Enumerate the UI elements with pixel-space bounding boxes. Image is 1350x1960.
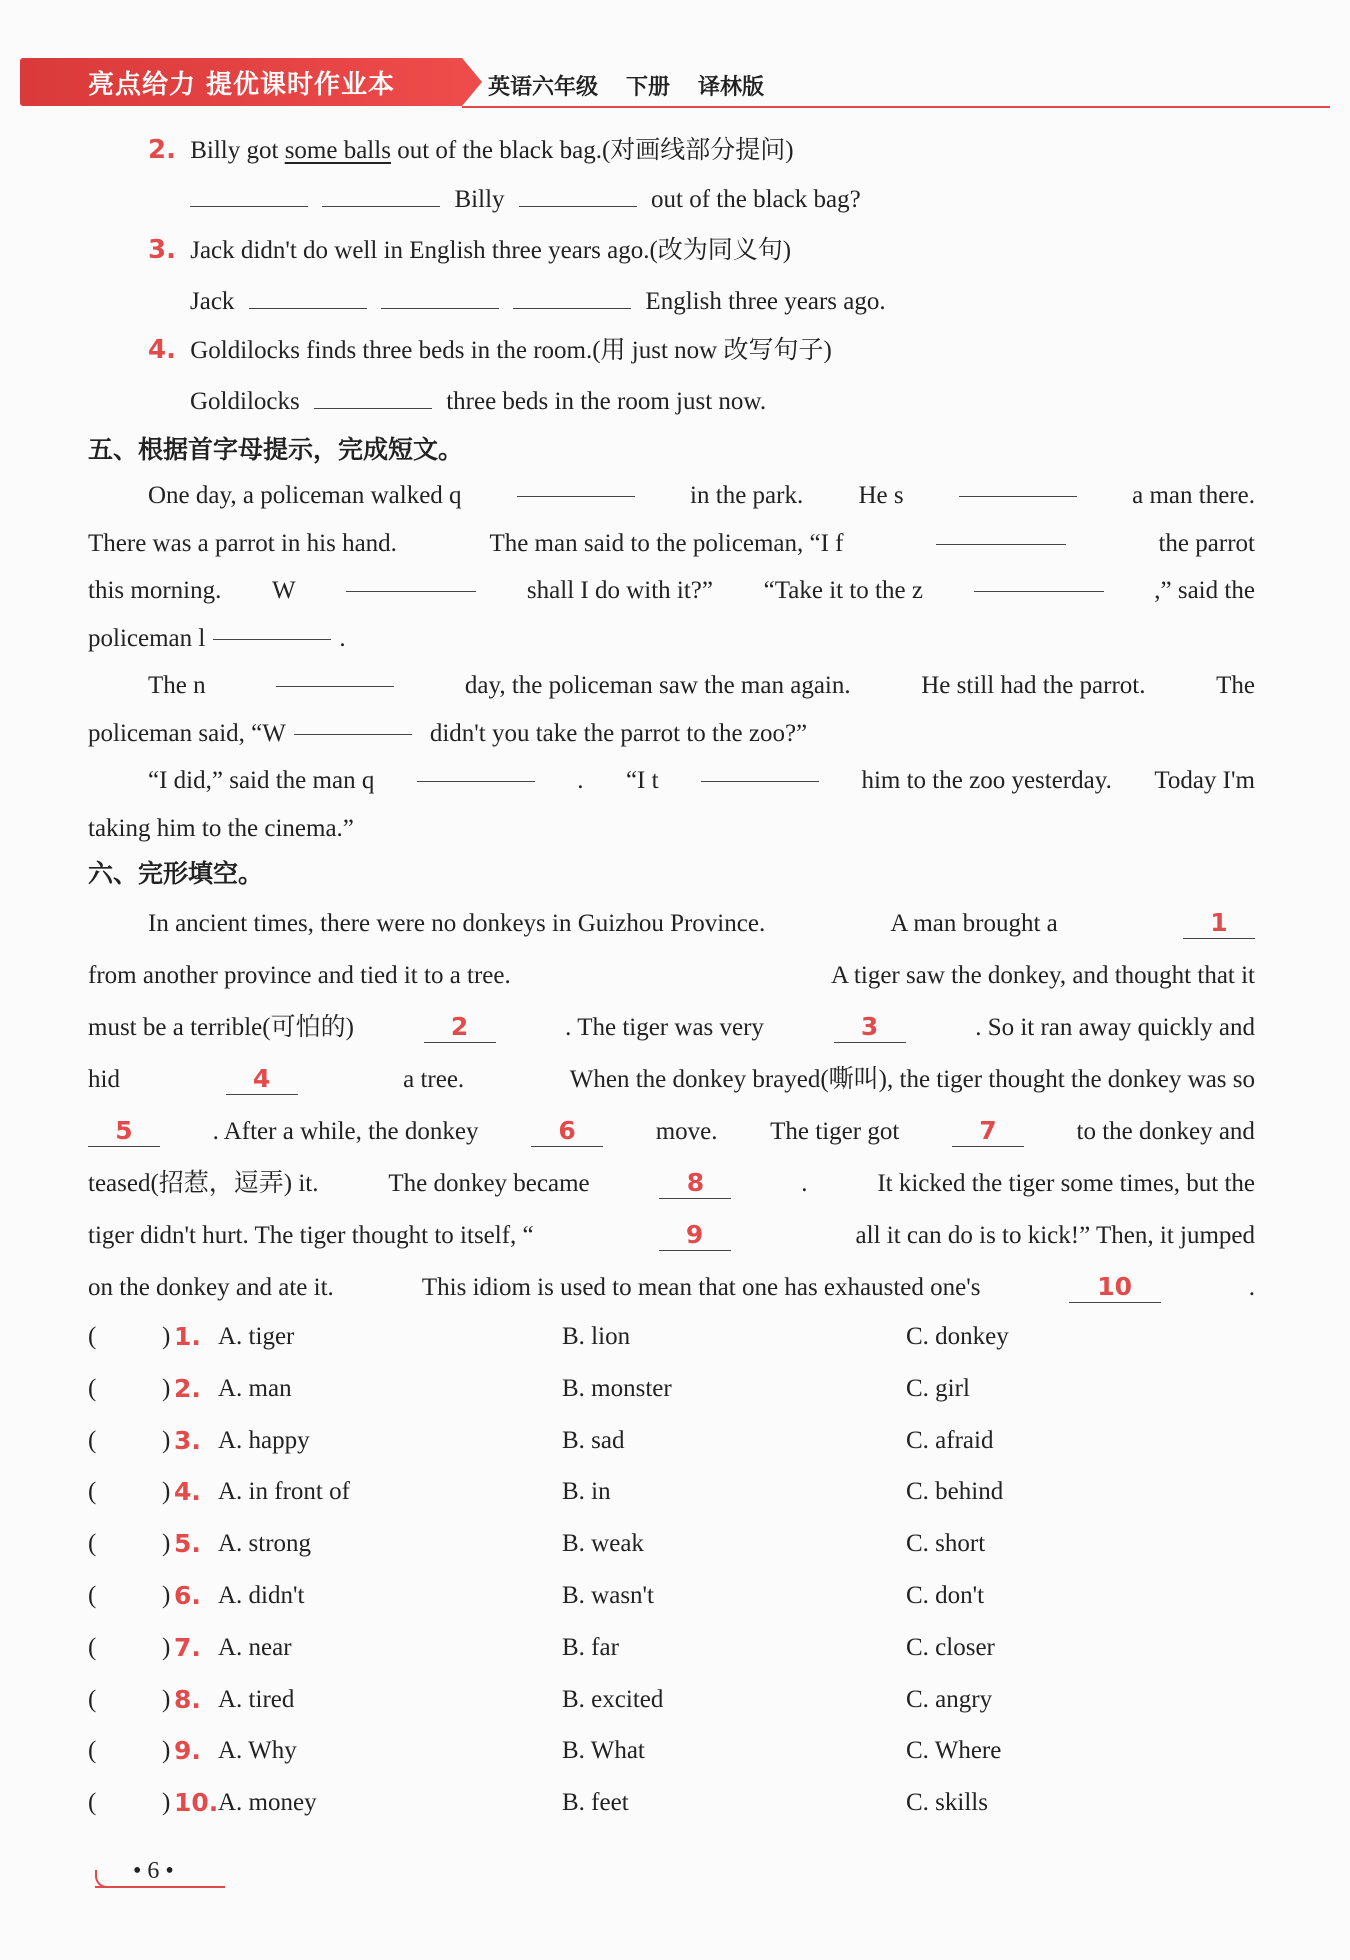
option-a[interactable]: A. tiger	[218, 1323, 295, 1350]
cloze-blank-7[interactable]: 7	[952, 1116, 1024, 1147]
cloze-text: The tiger got	[770, 1118, 900, 1145]
passage-text: The n	[148, 672, 206, 699]
cloze-line	[88, 1054, 1255, 1106]
option-number: 6.	[174, 1581, 201, 1610]
passage-text: The man said to the policeman, “I f	[489, 529, 844, 557]
passage-text: One day, a policeman walked q	[148, 482, 462, 509]
header-rule	[462, 106, 1330, 108]
cloze-text: It kicked the tiger some times, but the	[877, 1170, 1255, 1197]
cloze-line	[88, 1002, 1255, 1054]
answer-paren-open: (	[88, 1789, 97, 1816]
page-footer	[95, 1858, 225, 1888]
passage-text: W	[272, 577, 296, 604]
cloze-text: from another province and tied it to a tree.	[88, 962, 511, 989]
cloze-text: A man brought a	[890, 910, 1058, 937]
passage-line	[88, 520, 1255, 568]
question-3	[148, 234, 791, 267]
option-number: 2.	[174, 1374, 201, 1403]
answer-slot[interactable]	[108, 1731, 160, 1771]
option-b[interactable]: B. weak	[562, 1530, 644, 1557]
cloze-text: A tiger saw the donkey, and thought that it	[831, 962, 1255, 989]
option-number: 7.	[174, 1633, 201, 1662]
answer-blank[interactable]	[417, 757, 535, 782]
answer-text: three beds in the room just now.	[446, 388, 767, 415]
cloze-blank-2[interactable]: 2	[424, 1012, 496, 1043]
answer-text: English three years ago.	[645, 288, 886, 315]
question-text: out of the black bag.(对画线部分提问)	[390, 137, 794, 164]
passage-text: in the park.	[690, 482, 804, 509]
cloze-text: .	[1248, 1274, 1255, 1301]
passage-text: shall I do with it?”	[526, 577, 713, 604]
question-text: Billy got	[190, 137, 285, 164]
passage-text: .	[577, 767, 584, 794]
answer-blank[interactable]	[213, 615, 331, 640]
option-a[interactable]: A. near	[218, 1634, 292, 1661]
answer-blank[interactable]	[936, 520, 1066, 545]
underlined-phrase: some balls	[284, 137, 391, 164]
option-b[interactable]: B. monster	[562, 1375, 672, 1402]
answer-paren-open: (	[88, 1478, 97, 1505]
passage-text: He still had the parrot.	[921, 672, 1146, 699]
passage-text: him to the zoo yesterday.	[861, 767, 1112, 794]
passage-text: didn't you take the parrot to the zoo?”	[429, 719, 808, 747]
cloze-blank-3[interactable]: 3	[834, 1012, 906, 1043]
cloze-line	[88, 1210, 1255, 1262]
footer-rule	[95, 1886, 225, 1888]
answer-blank[interactable]	[249, 284, 367, 309]
option-a[interactable]: A. happy	[218, 1427, 310, 1454]
cloze-passage	[88, 898, 1255, 1314]
answer-paren-close: )	[162, 1789, 171, 1816]
option-c[interactable]: C. Where	[906, 1737, 1002, 1764]
answer-paren-close: )	[162, 1478, 171, 1505]
cloze-blank-4[interactable]: 4	[226, 1064, 298, 1095]
cloze-text: This idiom is used to mean that one has exhausted one's	[421, 1274, 981, 1301]
answer-slot[interactable]	[108, 1524, 160, 1564]
option-number: 9.	[174, 1736, 201, 1765]
answer-slot[interactable]	[108, 1783, 160, 1823]
option-c[interactable]: C. don't	[906, 1582, 985, 1609]
option-a[interactable]: A. in front of	[218, 1478, 350, 1505]
answer-paren-open: (	[88, 1530, 97, 1557]
cloze-line	[88, 898, 1255, 950]
option-number: 1.	[174, 1322, 201, 1351]
passage-text: the parrot	[1158, 529, 1255, 557]
option-c[interactable]: C. donkey	[906, 1323, 1009, 1350]
passage-text: .	[339, 624, 346, 652]
answer-blank[interactable]	[513, 284, 631, 309]
option-c[interactable]: C. girl	[906, 1375, 970, 1402]
question-number: 3.	[148, 235, 176, 265]
question-text: Goldilocks finds three beds in the room.(用 just now 改写句子)	[190, 337, 832, 364]
cloze-text: all it can do is to kick!” Then, it jumped	[855, 1222, 1255, 1249]
answer-paren-close: )	[162, 1686, 171, 1713]
passage-text: policeman l	[88, 624, 206, 652]
passage-line	[88, 472, 1255, 520]
option-c[interactable]: C. skills	[906, 1789, 988, 1816]
section-5-passage	[88, 472, 1255, 852]
option-b[interactable]: B. wasn't	[562, 1582, 655, 1609]
answer-text: Jack	[190, 288, 235, 315]
cloze-line	[88, 1106, 1255, 1158]
cloze-text: . The tiger was very	[565, 1014, 764, 1041]
answer-slot[interactable]	[108, 1317, 160, 1357]
cloze-blank-1[interactable]: 1	[1183, 908, 1255, 939]
header-brand: 亮点给力 提优课时作业本	[88, 70, 396, 100]
option-b[interactable]: B. in	[562, 1478, 611, 1505]
option-a[interactable]: A. didn't	[218, 1582, 305, 1609]
answer-text: Billy	[454, 186, 505, 213]
question-4	[148, 334, 832, 367]
option-b[interactable]: B. feet	[562, 1789, 629, 1816]
option-number: 8.	[174, 1685, 201, 1714]
option-number: 5.	[174, 1529, 201, 1558]
option-a[interactable]: A. tired	[218, 1686, 295, 1713]
answer-blank[interactable]	[974, 567, 1104, 592]
option-c[interactable]: C. afraid	[906, 1427, 994, 1454]
answer-slot[interactable]	[108, 1421, 160, 1461]
passage-line	[88, 757, 1255, 805]
header-edition: 译林版	[698, 75, 765, 100]
passage-text: The	[1216, 672, 1255, 699]
option-c[interactable]: C. angry	[906, 1686, 993, 1713]
cloze-blank-5[interactable]: 5	[88, 1116, 160, 1147]
cloze-text: to the donkey and	[1076, 1118, 1255, 1145]
answer-text: out of the black bag?	[651, 186, 861, 213]
header-book-info	[488, 70, 792, 101]
answer-blank[interactable]	[701, 757, 819, 782]
option-b[interactable]: B. lion	[562, 1323, 631, 1350]
header-volume: 下册	[626, 75, 671, 100]
passage-text: “I did,” said the man q	[148, 767, 375, 794]
cloze-text: tiger didn't hurt. The tiger thought to itself, “	[88, 1222, 534, 1249]
option-a[interactable]: A. man	[218, 1375, 292, 1402]
passage-text: There was a parrot in his hand.	[88, 529, 397, 557]
cloze-text: In ancient times, there were no donkeys in Guizhou Province.	[148, 910, 766, 937]
passage-text: He s	[858, 482, 904, 509]
passage-text: “Take it to the z	[763, 577, 923, 604]
cloze-text: .	[801, 1170, 808, 1197]
cloze-text: . After a while, the donkey	[212, 1118, 479, 1145]
answer-paren-open: (	[88, 1427, 97, 1454]
question-2	[148, 134, 794, 167]
option-a[interactable]: A. Why	[218, 1737, 297, 1764]
answer-paren-close: )	[162, 1375, 171, 1402]
answer-paren-close: )	[162, 1427, 171, 1454]
cloze-blank-10[interactable]: 10	[1069, 1272, 1161, 1303]
answer-slot[interactable]	[108, 1472, 160, 1512]
passage-text: Today I'm	[1154, 767, 1255, 794]
section-5-title: 五、根据首字母提示，完成短文。	[88, 435, 464, 464]
passage-text: taking him to the cinema.”	[88, 814, 354, 842]
answer-paren-close: )	[162, 1323, 171, 1350]
passage-line	[88, 805, 1255, 853]
cloze-text: move.	[655, 1118, 718, 1145]
section-6-title: 六、完形填空。	[88, 859, 264, 888]
passage-text: “I t	[625, 767, 659, 794]
answer-blank[interactable]	[381, 284, 499, 309]
question-number: 2.	[148, 135, 176, 165]
cloze-text: a tree.	[403, 1066, 465, 1093]
passage-line	[88, 615, 1255, 663]
answer-paren-close: )	[162, 1530, 171, 1557]
option-b[interactable]: B. What	[562, 1737, 645, 1764]
option-b[interactable]: B. excited	[562, 1686, 664, 1713]
cloze-text: . So it ran away quickly and	[975, 1014, 1255, 1041]
answer-line-3	[190, 284, 886, 318]
cloze-text: The donkey became	[388, 1170, 590, 1197]
answer-blank[interactable]	[276, 662, 394, 687]
cloze-line	[88, 1262, 1255, 1314]
option-b[interactable]: B. far	[562, 1634, 619, 1661]
question-text: Jack didn't do well in English three years ago.(改为同义句)	[190, 237, 792, 264]
option-number: 10.	[174, 1788, 219, 1817]
answer-text: Goldilocks	[190, 388, 300, 415]
answer-blank[interactable]	[517, 472, 635, 497]
answer-paren-close: )	[162, 1582, 171, 1609]
option-b[interactable]: B. sad	[562, 1427, 625, 1454]
question-number: 4.	[148, 335, 176, 365]
answer-slot[interactable]	[108, 1628, 160, 1668]
option-c[interactable]: C. behind	[906, 1478, 1004, 1505]
answer-slot[interactable]	[108, 1369, 160, 1409]
header-subject: 英语六年级	[488, 75, 599, 100]
cloze-text: teased(招惹，逗弄) it.	[88, 1170, 319, 1197]
option-a[interactable]: A. money	[218, 1789, 317, 1816]
answer-blank[interactable]	[346, 567, 476, 592]
option-c[interactable]: C. short	[906, 1530, 986, 1557]
option-number: 4.	[174, 1477, 201, 1506]
answer-paren-open: (	[88, 1737, 97, 1764]
answer-blank[interactable]	[322, 182, 440, 207]
answer-paren-open: (	[88, 1582, 97, 1609]
answer-slot[interactable]	[108, 1576, 160, 1616]
answer-blank[interactable]	[959, 472, 1077, 497]
cloze-line	[88, 950, 1255, 1002]
cloze-blank-9[interactable]: 9	[659, 1220, 731, 1251]
passage-text: a man there.	[1132, 482, 1255, 509]
passage-line	[88, 662, 1255, 710]
answer-line-4	[190, 384, 766, 418]
passage-text: ,” said the	[1154, 577, 1255, 604]
answer-paren-open: (	[88, 1634, 97, 1661]
option-a[interactable]: A. strong	[218, 1530, 312, 1557]
cloze-text: hid	[88, 1066, 120, 1093]
cloze-text: on the donkey and ate it.	[88, 1274, 334, 1301]
cloze-text: When the donkey brayed(嘶叫), the tiger thought the donkey was so	[569, 1066, 1255, 1093]
answer-paren-close: )	[162, 1737, 171, 1764]
answer-slot[interactable]	[108, 1680, 160, 1720]
passage-text: this morning.	[88, 577, 222, 604]
option-number: 3.	[174, 1426, 201, 1455]
answer-paren-open: (	[88, 1686, 97, 1713]
answer-blank[interactable]	[294, 710, 412, 735]
page-number: • 6 •	[133, 1858, 174, 1884]
passage-line	[88, 567, 1255, 615]
passage-text: day, the policeman saw the man again.	[464, 672, 851, 699]
passage-text: policeman said, “W	[88, 719, 286, 747]
answer-paren-open: (	[88, 1375, 97, 1402]
answer-paren-open: (	[88, 1323, 97, 1350]
answer-blank[interactable]	[190, 182, 308, 207]
cloze-blank-6[interactable]: 6	[531, 1116, 603, 1147]
cloze-text: must be a terrible(可怕的)	[88, 1014, 354, 1041]
option-c[interactable]: C. closer	[906, 1634, 995, 1661]
answer-blank[interactable]	[519, 182, 637, 207]
answer-line-2	[190, 182, 861, 216]
passage-line	[88, 710, 1255, 758]
answer-blank[interactable]	[314, 384, 432, 409]
cloze-line	[88, 1158, 1255, 1210]
cloze-blank-8[interactable]: 8	[659, 1168, 731, 1199]
answer-paren-close: )	[162, 1634, 171, 1661]
